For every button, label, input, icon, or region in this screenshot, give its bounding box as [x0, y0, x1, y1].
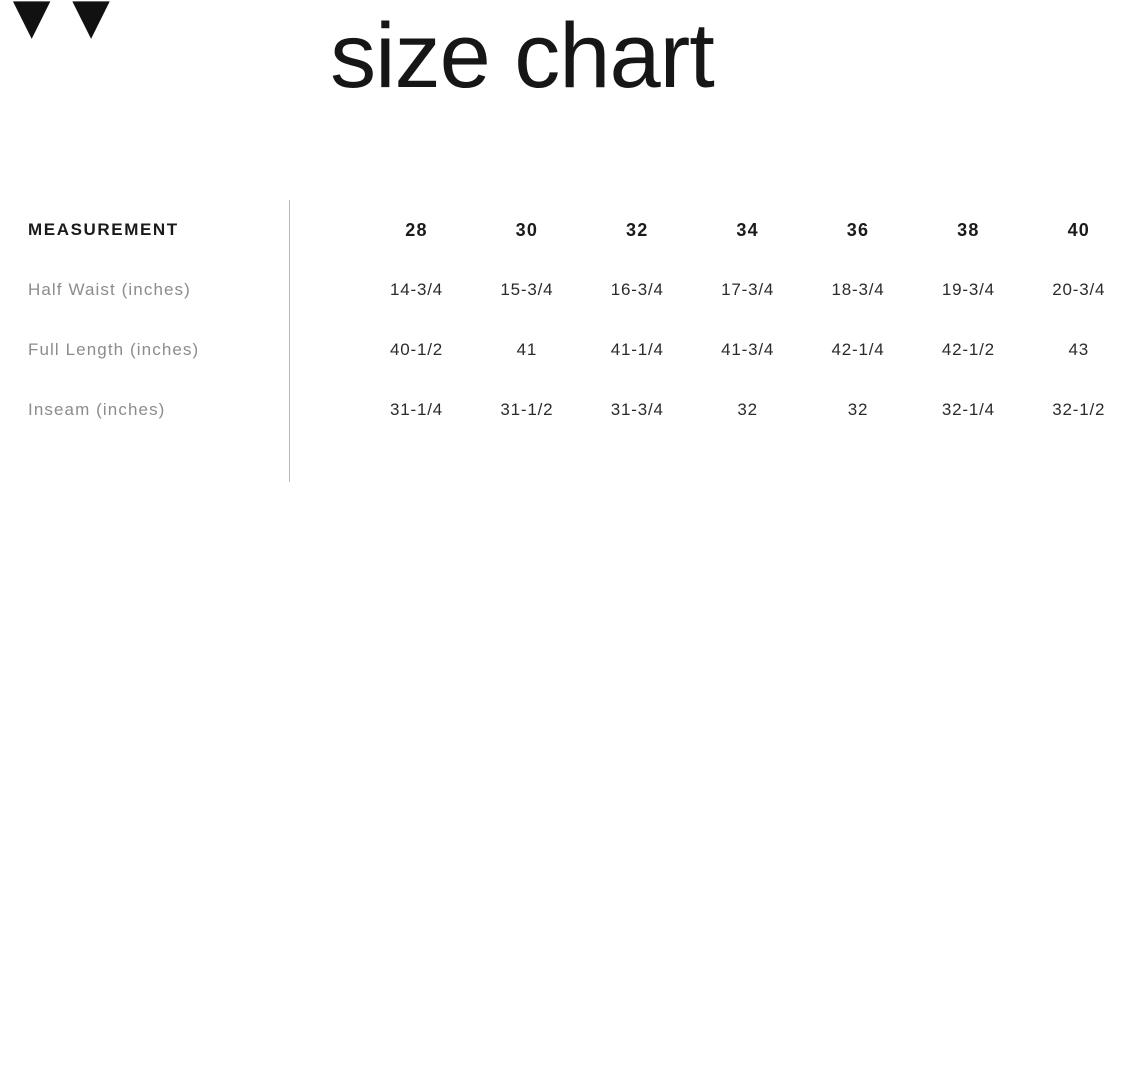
cell-half-waist-30: 15-3/4 — [500, 280, 554, 299]
table-row — [28, 380, 1134, 440]
column-header-size-34: 34 — [736, 219, 759, 240]
cell-full-length-30: 41 — [516, 340, 538, 359]
table-header-row — [28, 200, 1134, 260]
cell-full-length-38: 42-1/2 — [941, 340, 995, 359]
row-label-half-waist: Half Waist (inches) — [28, 280, 191, 299]
cell-full-length-28: 40-1/2 — [389, 340, 443, 359]
column-header-size-38: 38 — [957, 219, 980, 240]
cell-inseam-32: 31-3/4 — [610, 400, 664, 419]
cell-half-waist-38: 19-3/4 — [941, 280, 995, 299]
cell-half-waist-34: 17-3/4 — [721, 280, 775, 299]
column-header-measurement: MEASUREMENT — [28, 220, 179, 239]
column-header-size-36: 36 — [846, 219, 870, 240]
column-header-size-40: 40 — [1067, 219, 1090, 240]
cell-full-length-40: 43 — [1068, 340, 1090, 359]
cell-half-waist-36: 18-3/4 — [831, 280, 885, 299]
table-row — [28, 260, 1134, 320]
column-header-size-30: 30 — [515, 219, 539, 240]
column-header-size-28: 28 — [405, 219, 428, 240]
cell-half-waist-40: 20-3/4 — [1052, 280, 1106, 299]
cell-inseam-34: 32 — [737, 400, 758, 419]
table-body — [28, 260, 1134, 440]
column-header-size-32: 32 — [626, 219, 649, 240]
size-chart-table — [28, 200, 1134, 440]
cell-half-waist-32: 16-3/4 — [610, 280, 664, 299]
page-title: size chart — [330, 5, 714, 107]
table-row — [28, 320, 1134, 380]
cell-half-waist-28: 14-3/4 — [389, 280, 443, 299]
cell-inseam-30: 31-1/2 — [500, 400, 554, 419]
row-label-inseam: Inseam (inches) — [28, 400, 166, 419]
cell-full-length-34: 41-3/4 — [721, 340, 775, 359]
cell-full-length-32: 41-1/4 — [610, 340, 664, 359]
row-label-full-length: Full Length (inches) — [28, 340, 200, 359]
cell-inseam-40: 32-1/2 — [1052, 400, 1106, 419]
cell-full-length-36: 42-1/4 — [831, 340, 885, 359]
top-cut-off-mark: ▼▼ — [0, 0, 119, 52]
table-header — [28, 200, 1134, 260]
cell-inseam-38: 32-1/4 — [941, 400, 995, 419]
cell-inseam-36: 32 — [847, 400, 869, 419]
cell-inseam-28: 31-1/4 — [389, 400, 443, 419]
size-chart-table-wrapper — [28, 200, 1106, 440]
